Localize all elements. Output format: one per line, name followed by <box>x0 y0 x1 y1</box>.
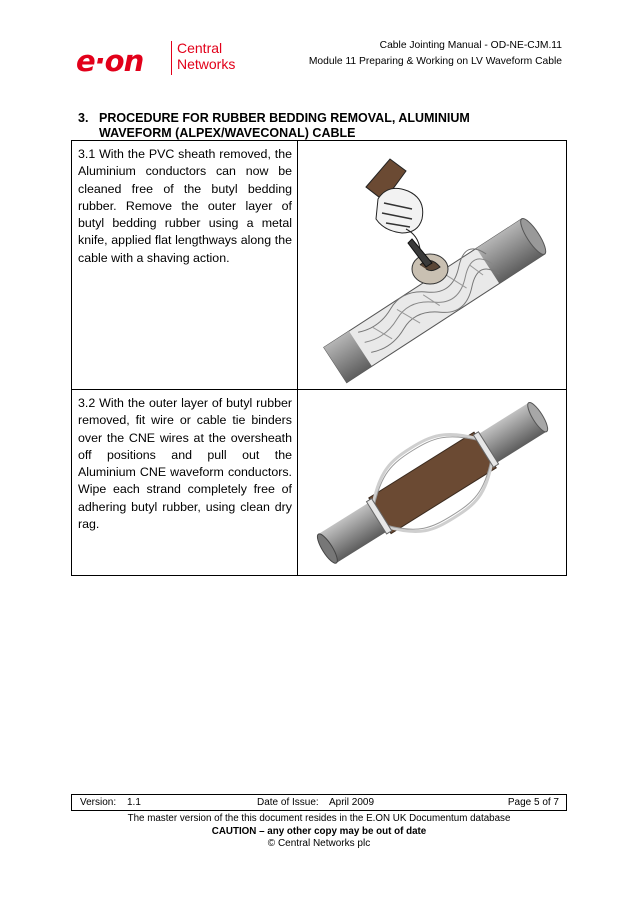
eon-logo-mark: e·on <box>76 44 144 78</box>
procedure-step-row <box>72 141 566 390</box>
date-value: April 2009 <box>329 797 375 808</box>
document-header <box>309 38 562 70</box>
procedure-step-row <box>72 390 566 575</box>
gloved-hand-icon <box>366 159 423 249</box>
section-heading <box>78 111 518 141</box>
eon-central-networks-logo <box>76 38 246 80</box>
logo-wordmark <box>177 40 235 72</box>
section-title: PROCEDURE FOR RUBBER BEDDING REMOVAL, ALUMINIUM WAVEFORM (ALPEX/WAVECONAL) CABLE <box>99 111 470 140</box>
step-3-2-illustration <box>298 390 566 575</box>
procedure-table <box>71 140 567 576</box>
master-version-text: The master version of the this document resides in the E.ON UK Documentum database <box>127 813 511 824</box>
step-3-2-text: 3.2 With the outer layer of butyl rubber removed, fit wire or cable tie binders over the CNE wires at the oversheath off positions and pull out the Aluminium CNE waveform conductors. Wipe each strand completely free of adhering butyl rubber, using clean dry rag. <box>72 390 298 575</box>
document-title: Cable Jointing Manual - OD-NE-CJM.11 <box>379 40 562 51</box>
module-title: Module 11 Preparing & Working on LV Waveform Cable <box>308 56 562 67</box>
cable-icon <box>322 213 550 383</box>
logo-wordmark-line1: Central <box>177 40 223 56</box>
version-value: 1.1 <box>127 797 141 808</box>
step-3-1-illustration <box>298 141 566 389</box>
cne-conductors-pulled-out-illustration <box>298 390 566 575</box>
butyl-core-icon <box>369 432 496 533</box>
version-label: Version: <box>80 797 117 808</box>
date-label: Date of Issue: <box>257 797 319 808</box>
logo-wordmark-line2: Networks <box>177 56 236 72</box>
page-number: Page 5 of 7 <box>507 797 559 808</box>
section-number: 3. <box>78 111 89 125</box>
caution-text: CAUTION – any other copy may be out of date <box>211 825 427 837</box>
knife-shaving-cable-illustration <box>298 141 566 389</box>
master-copy-note <box>71 813 567 838</box>
logo-divider <box>171 41 172 75</box>
copyright: © Central Networks plc <box>267 838 371 849</box>
footer-info-box <box>71 794 567 811</box>
step-3-1-text: 3.1 With the PVC sheath removed, the Aluminium conductors can now be cleaned free of the butyl bedding rubber. Remove the outer layer of butyl bedding rubber using a metal knife, applied flat lengthways along the cable with a shaving action. <box>72 141 298 389</box>
